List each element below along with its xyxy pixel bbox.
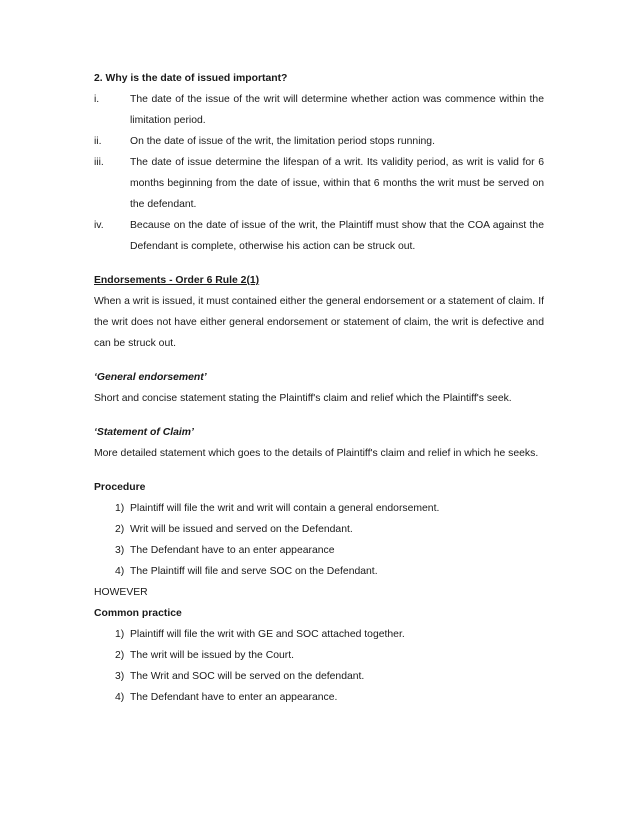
list-text: The date of the issue of the writ will determine whether action was commence within the limitation period.	[130, 94, 544, 126]
procedure-list	[94, 498, 544, 582]
common-practice-list	[94, 624, 544, 708]
list-item	[94, 131, 544, 152]
list-text: The writ will be issued by the Court.	[130, 650, 295, 661]
list-marker: ii.	[94, 136, 102, 147]
statement-of-claim-paragraph: More detailed statement which goes to the details of Plaintiff's claim and relief in which he seeks.	[94, 448, 539, 459]
list-marker: 3)	[115, 545, 125, 556]
list-item	[94, 519, 544, 540]
list-item	[94, 215, 544, 257]
list-text: On the date of issue of the writ, the limitation period stops running.	[130, 136, 435, 147]
list-item	[94, 540, 544, 561]
list-item	[94, 561, 544, 582]
question-heading: 2. Why is the date of issued important?	[94, 73, 288, 84]
list-text: Writ will be issued and served on the Defendant.	[130, 524, 353, 535]
procedure-heading: Procedure	[94, 482, 146, 493]
list-text: Because on the date of issue of the writ, the Plaintiff must show that the COA against the Defendant is complete, otherwise his action can be struck out.	[130, 220, 544, 252]
list-text: Plaintiff will file the writ with GE and SOC attached together.	[130, 629, 405, 640]
list-item	[94, 624, 544, 645]
list-marker: 4)	[115, 566, 125, 577]
list-marker: 1)	[115, 503, 125, 514]
reasons-list	[94, 89, 544, 257]
endorsements-paragraph: When a writ is issued, it must contained either the general endorsement or a statement of claim. If the writ does not have either general endorsement or statement of claim, the writ is defective and can be struck out.	[94, 296, 544, 349]
list-item	[94, 152, 544, 215]
common-practice-heading: Common practice	[94, 608, 182, 619]
list-item	[94, 498, 544, 519]
list-item	[94, 666, 544, 687]
list-marker: iv.	[94, 220, 104, 231]
list-text: The Defendant have to an enter appearance	[130, 545, 335, 556]
list-item	[94, 89, 544, 131]
list-text: The Plaintiff will file and serve SOC on the Defendant.	[130, 566, 378, 577]
list-text: The date of issue determine the lifespan of a writ. Its validity period, as writ is valid for 6 months beginning from the date of issue, within that 6 months the writ must be served on the defendant.	[130, 157, 544, 210]
list-item	[94, 687, 544, 708]
list-marker: 2)	[115, 650, 125, 661]
list-text: Plaintiff will file the writ and writ will contain a general endorsement.	[130, 503, 440, 514]
list-marker: iii.	[94, 157, 104, 168]
list-marker: 3)	[115, 671, 125, 682]
general-endorsement-heading: ‘General endorsement’	[94, 372, 207, 383]
list-item	[94, 645, 544, 666]
statement-of-claim-heading: ‘Statement of Claim’	[94, 427, 194, 438]
document-content	[94, 68, 544, 708]
list-marker: 2)	[115, 524, 125, 535]
list-marker: i.	[94, 94, 100, 105]
list-marker: 1)	[115, 629, 125, 640]
endorsements-heading: Endorsements - Order 6 Rule 2(1)	[94, 275, 260, 286]
list-marker: 4)	[115, 692, 125, 703]
however-label: HOWEVER	[94, 587, 148, 598]
list-text: The Writ and SOC will be served on the defendant.	[130, 671, 365, 682]
list-text: The Defendant have to enter an appearance.	[130, 692, 338, 703]
general-endorsement-paragraph: Short and concise statement stating the Plaintiff's claim and relief which the Plaintiff's seek.	[94, 393, 512, 404]
